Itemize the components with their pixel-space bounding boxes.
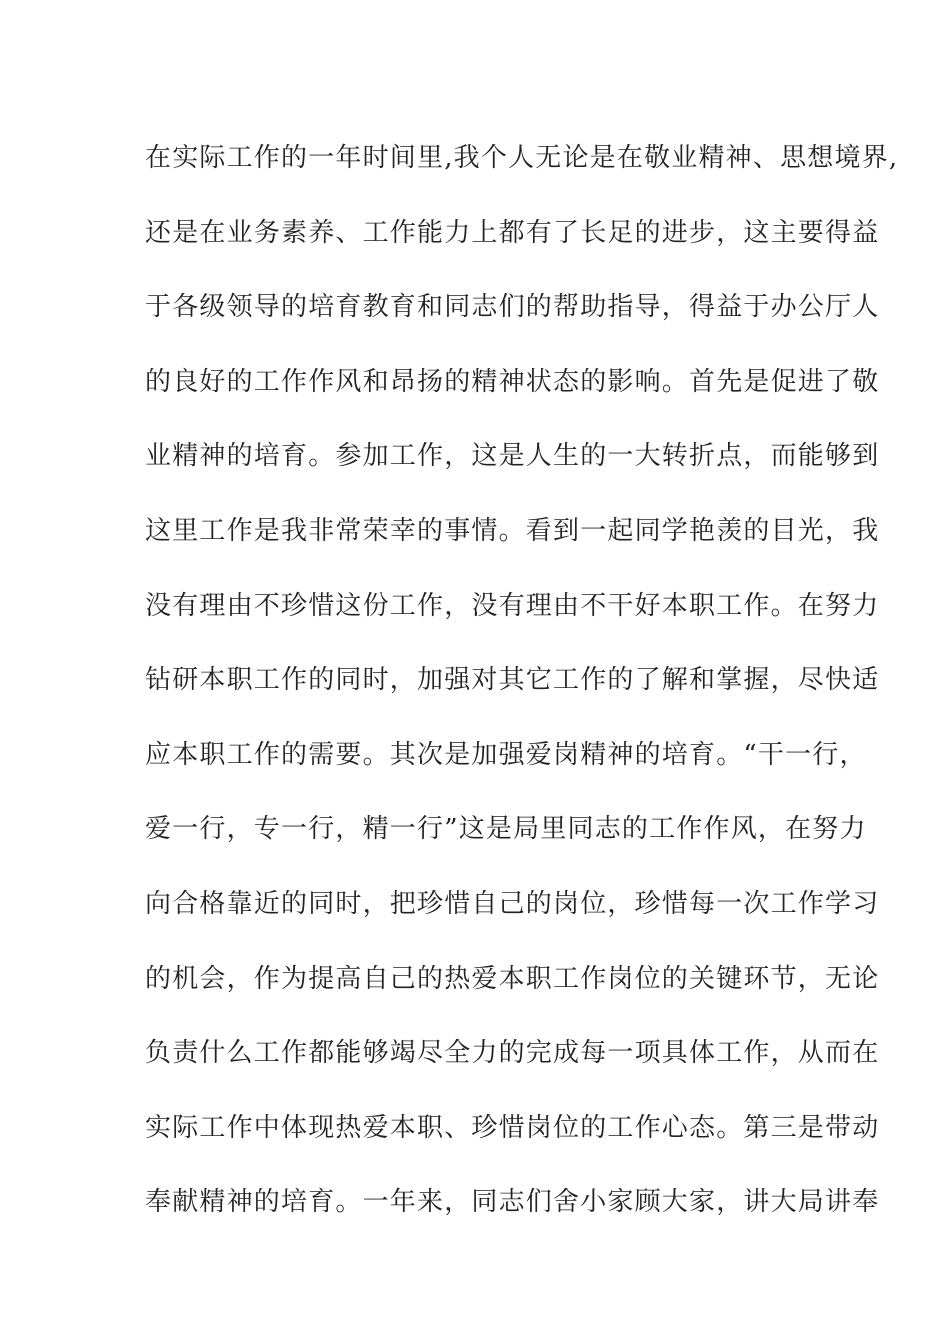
text-line: 奉献精神的培育。一年来，同志们舍小家顾大家，讲大局讲奉 xyxy=(145,1187,880,1218)
text-line: 这里工作是我非常荣幸的事情。看到一起同学艳羡的目光，我 xyxy=(145,515,880,546)
text-line: 还是在业务素养、工作能力上都有了长足的进步，这主要得益 xyxy=(145,217,880,248)
body-paragraph xyxy=(145,128,899,1247)
text-line: 钻研本职工作的同时，加强对其它工作的了解和掌握，尽快适 xyxy=(145,665,880,696)
text-line: 实际工作中体现热爱本职、珍惜岗位的工作心态。第三是带动 xyxy=(145,1112,880,1143)
text-line: 负责什么工作都能够竭尽全力的完成每一项具体工作，从而在 xyxy=(145,1038,880,1069)
text-line: 在实际工作的一年时间里,我个人无论是在敬业精神、思想境界, xyxy=(145,143,899,173)
text-line: 应本职工作的需要。其次是加强爱岗精神的培育。“干一行， xyxy=(145,739,867,770)
text-line: 的机会，作为提高自己的热爱本职工作岗位的关键环节，无论 xyxy=(145,963,880,994)
text-line: 于各级领导的培育教育和同志们的帮助指导，得益于办公厅人 xyxy=(145,292,880,323)
text-line: 爱一行，专一行，精一行”这是局里同志的工作作风，在努力 xyxy=(145,814,867,845)
text-line: 业精神的培育。参加工作，这是人生的一大转折点，而能够到 xyxy=(145,441,880,472)
text-line: 没有理由不珍惜这份工作，没有理由不干好本职工作。在努力 xyxy=(145,590,880,621)
text-line: 向合格靠近的同时，把珍惜自己的岗位，珍惜每一次工作学习 xyxy=(145,888,880,919)
text-line: 的良好的工作作风和昂扬的精神状态的影响。首先是促进了敬 xyxy=(145,366,880,397)
